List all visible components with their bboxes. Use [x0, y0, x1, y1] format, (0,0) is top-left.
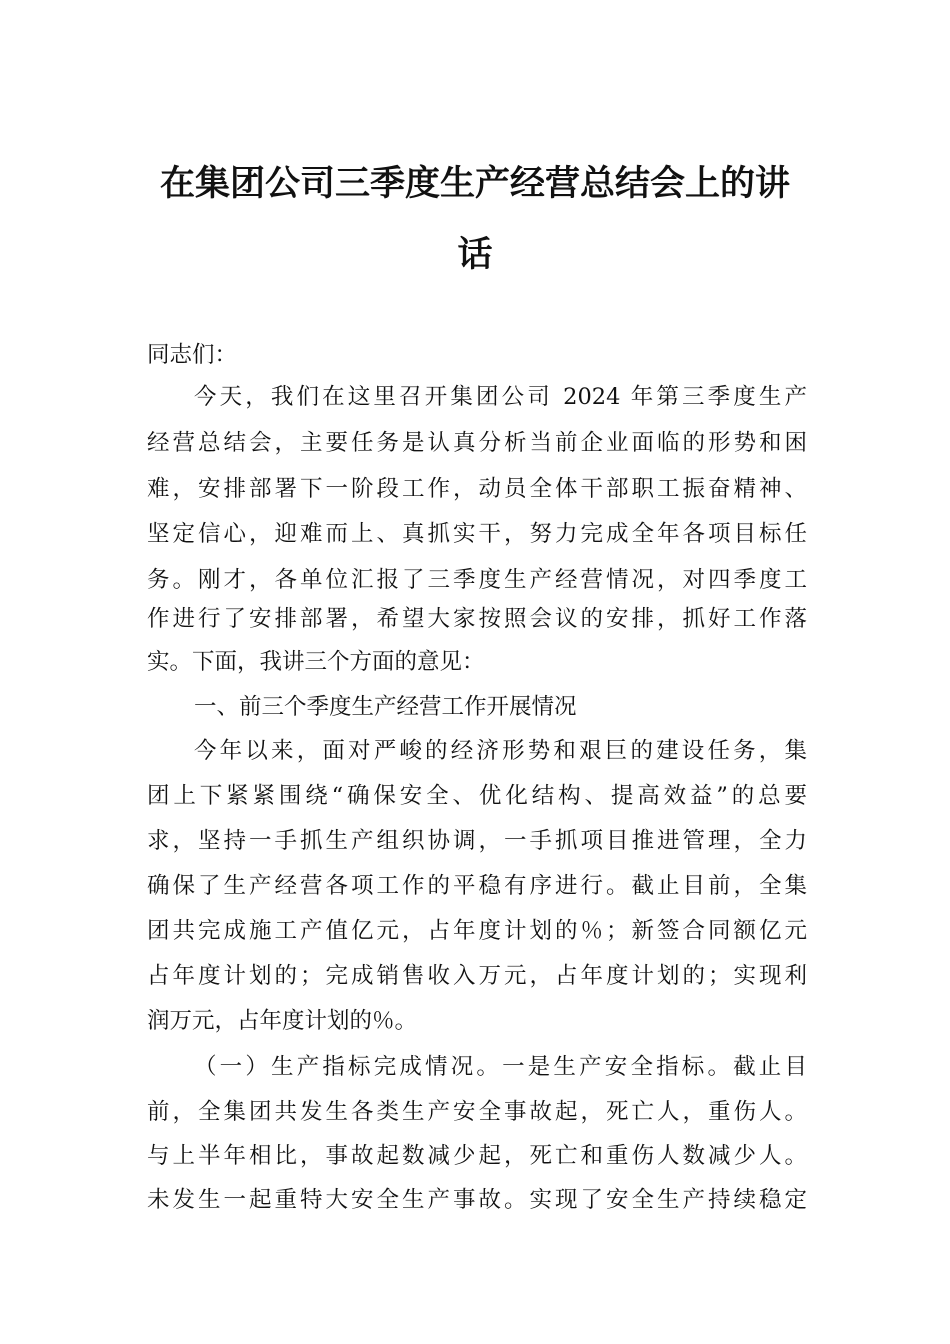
paragraph-1-line: 今天，我们在这里召开集团公司 2024 年第三季度生产 — [194, 384, 807, 410]
document-title-line-1: 在集团公司三季度生产经营总结会上的讲 — [159, 164, 790, 204]
paragraph-1-line: 作进行了安排部署，希望大家按照会议的安排，抓好工作落 — [147, 606, 807, 632]
paragraph-1-line: 坚定信心，迎难而上、真抓实干，努力完成全年各项目标任 — [147, 521, 807, 547]
paragraph-2-line: 团共完成施工产值亿元，占年度计划的％；新签合同额亿元 — [147, 918, 807, 944]
subsection-1-first-line — [194, 1052, 807, 1082]
subsection-1-first-text: 一是生产安全指标。截止目 — [502, 1054, 807, 1080]
paragraph-3-line: 与上半年相比，事故起数减少起，死亡和重伤人数减少人。 — [147, 1143, 807, 1169]
paragraph-2-line: 求，坚持一手抓生产组织协调，一手抓项目推进管理，全力 — [147, 828, 807, 854]
section-heading-1: 一、前三个季度生产经营工作开展情况 — [194, 694, 577, 720]
salutation: 同志们： — [147, 342, 238, 368]
paragraph-1-line: 务。刚才，各单位汇报了三季度生产经营情况，对四季度工 — [147, 567, 807, 593]
paragraph-1-line: 难，安排部署下一阶段工作，动员全体干部职工振奋精神、 — [147, 476, 807, 502]
paragraph-1-line: 经营总结会，主要任务是认真分析当前企业面临的形势和困 — [147, 430, 807, 456]
paragraph-2-line: 占年度计划的；完成销售收入万元，占年度计划的；实现利 — [147, 963, 807, 989]
paragraph-3-line: 前，全集团共发生各类生产安全事故起，死亡人，重伤人。 — [147, 1099, 807, 1125]
subsection-1-label: （一）生产指标完成情况。 — [194, 1054, 503, 1080]
paragraph-2-line: 团上下紧紧围绕“确保安全、优化结构、提高效益”的总要 — [147, 783, 807, 809]
paragraph-3-line: 未发生一起重特大安全生产事故。实现了安全生产持续稳定 — [147, 1187, 807, 1213]
paragraph-1-line: 实。下面，我讲三个方面的意见： — [147, 649, 485, 675]
paragraph-2-line: 今年以来，面对严峻的经济形势和艰巨的建设任务，集 — [194, 738, 807, 764]
document-title-line-2: 话 — [457, 235, 493, 275]
paragraph-2-line: 确保了生产经营各项工作的平稳有序进行。截止目前，全集 — [147, 873, 807, 899]
paragraph-2-line: 润万元，占年度计划的％。 — [147, 1008, 418, 1034]
